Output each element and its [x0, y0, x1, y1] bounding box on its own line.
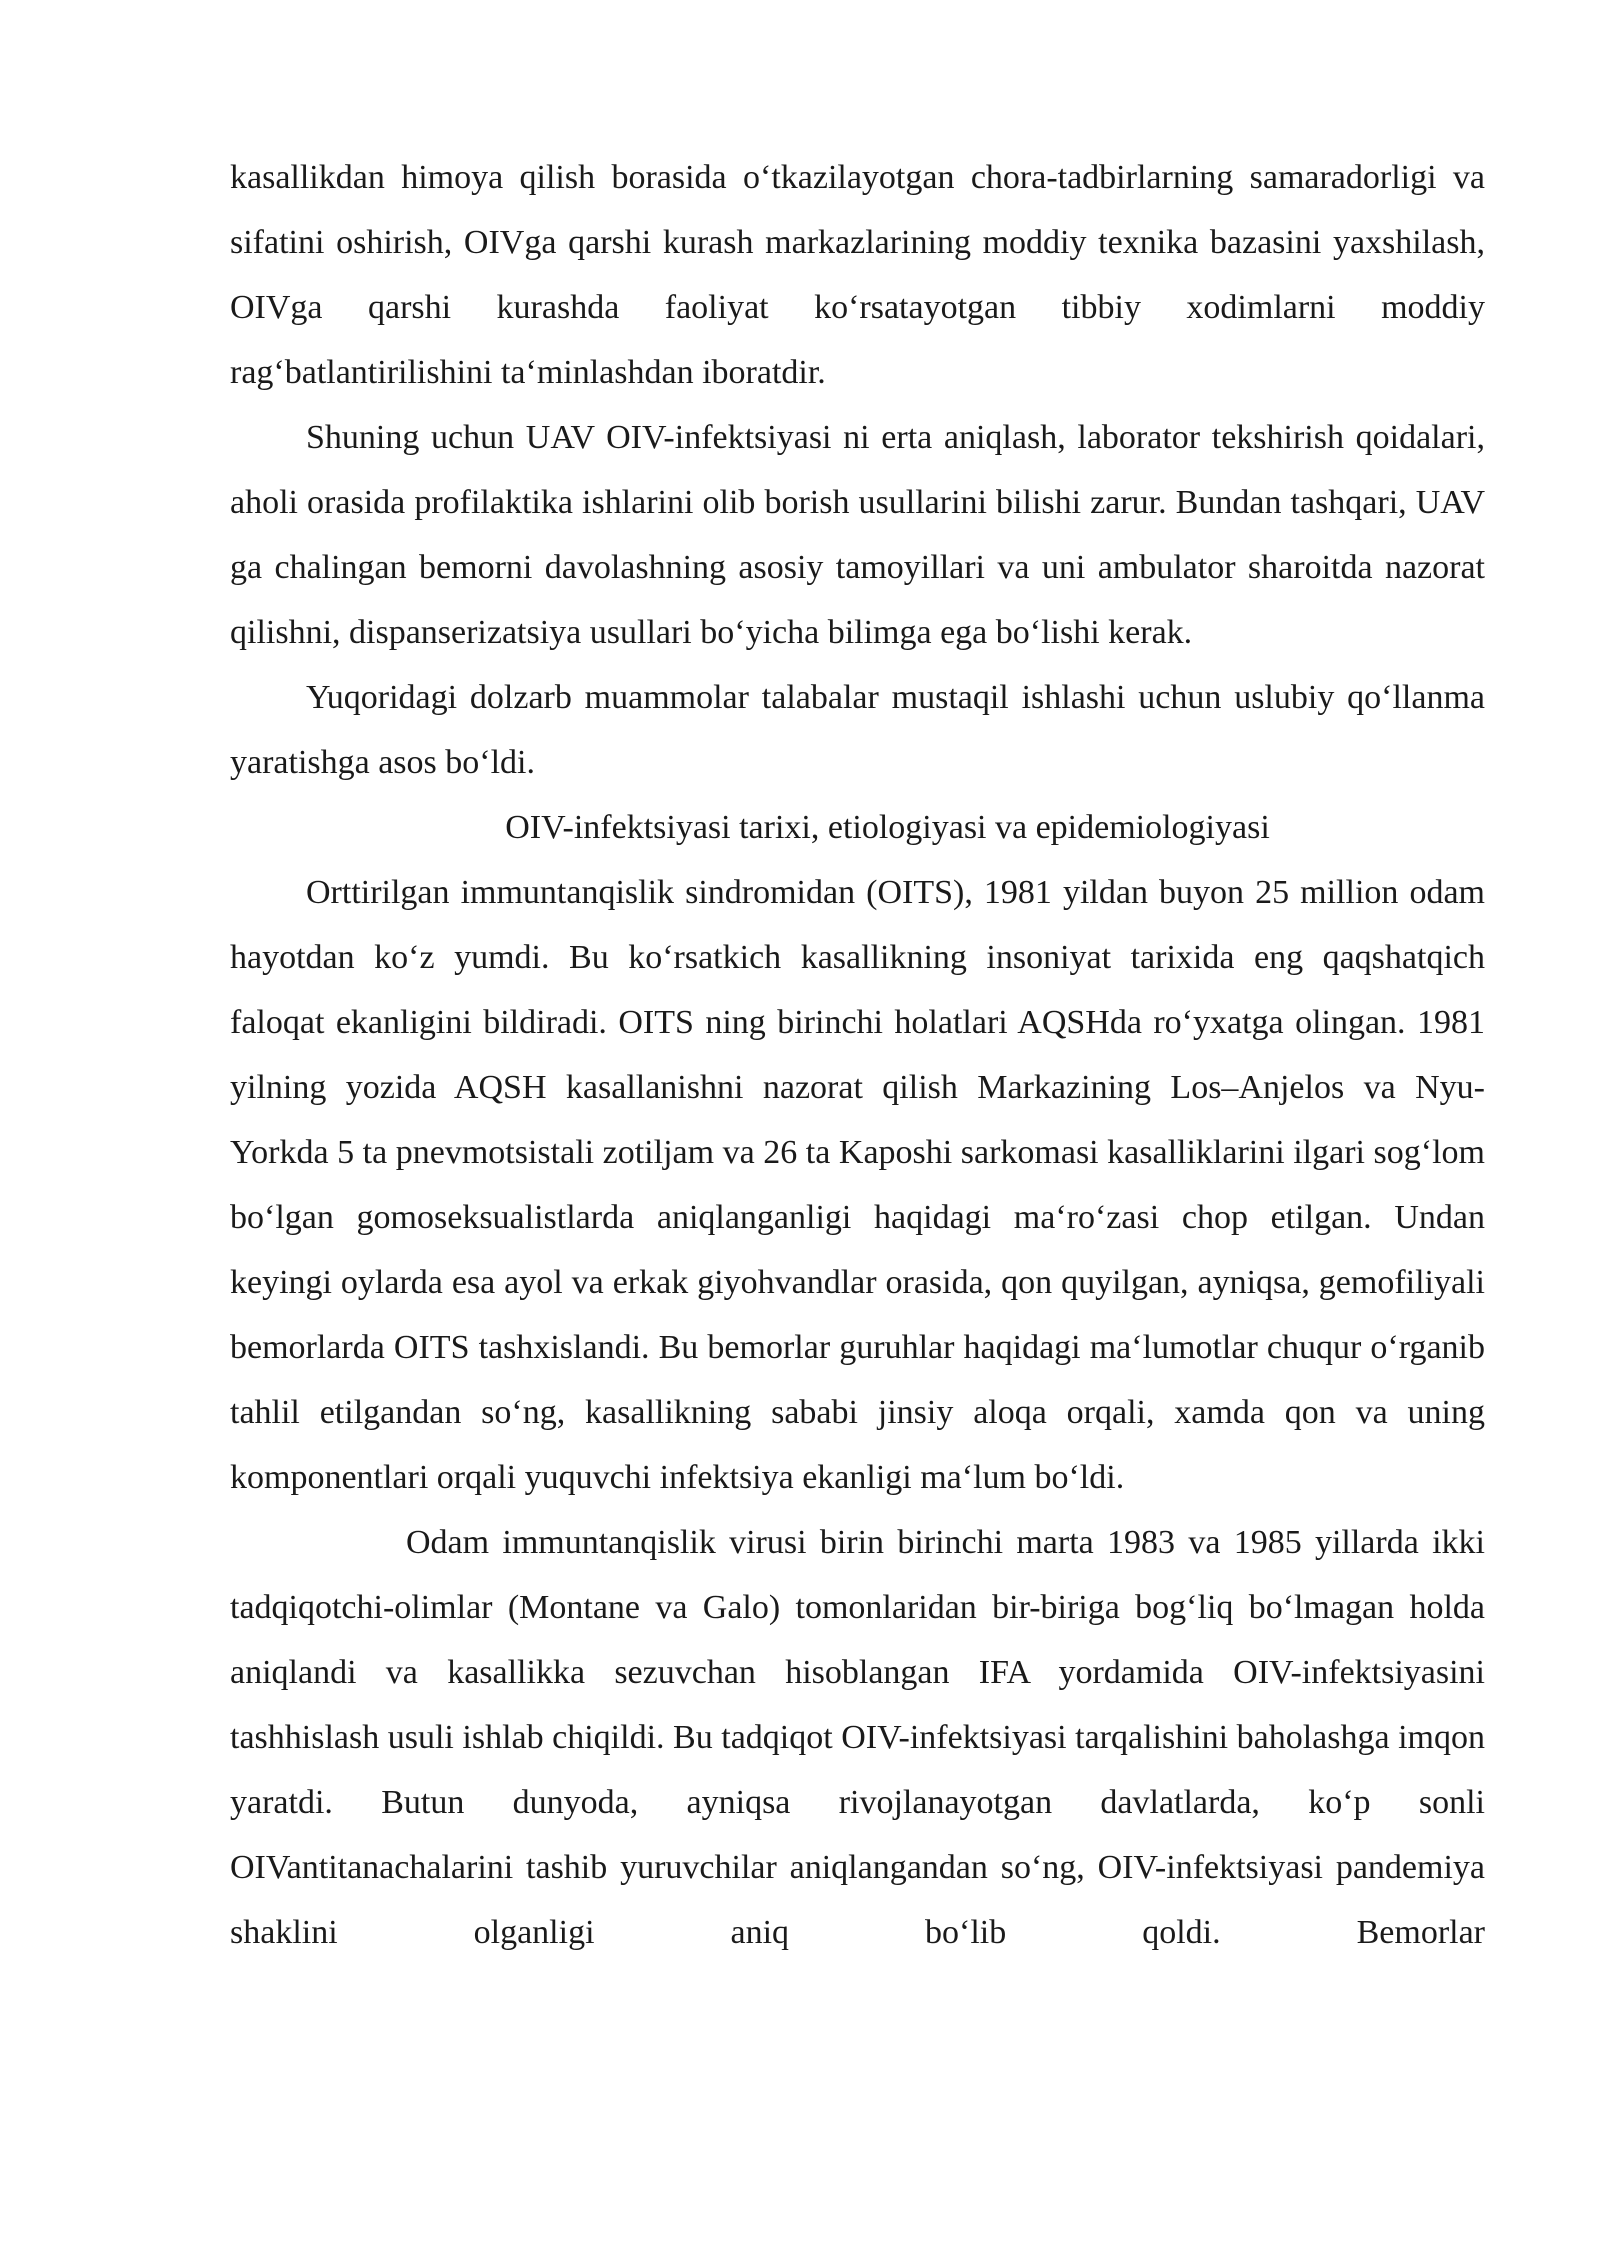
paragraph-goals: kasallikdan himoya qilish borasida o‘tkazilayotgan chora-tadbirlarning samaradorligi va sifatini oshirish, OIVga qarshi kurash markazlarining moddiy texnika bazasini yaxshilash, OIVga qarshi kurashda faoliyat ko‘rsatayotgan tibbiy xodimlarni moddiy rag‘batlantirilishini ta‘minlashdan iboratdir.	[230, 159, 1485, 391]
paragraph-relevance: Yuqoridagi dolzarb muammolar talabalar mustaqil ishlashi uchun uslubiy qo‘llanma yaratishga asos bo‘ldi.	[230, 679, 1485, 781]
paragraph-history: Orttirilgan immuntanqislik sindromidan (OITS), 1981 yildan buyon 25 million odam hayotdan ko‘z yumdi. Bu ko‘rsatkich kasallikning insoniyat tarixida eng qaqshatqich faloqat ekanligini bildiradi. OITS ning birinchi holatlari AQSHda ro‘yxatga olingan. 1981 yilning yozida AQSH kasallanishni nazorat qilish Markazining Los–Anjelos va Nyu- Yorkda 5 ta pnevmotsistali zotiljam va 26 ta Kaposhi sarkomasi kasalliklarini ilgari sog‘lom bo‘lgan gomoseksualistlarda aniqlanganligi haqidagi ma‘ro‘zasi chop etilgan. Undan keyingi oylarda esa ayol va erkak giyohvandlar orasida, qon quyilgan, ayniqsa, gemofiliyali bemorlarda OITS tashxislandi. Bu bemorlar guruhlar haqidagi ma‘lumotlar chuqur o‘rganib tahlil etilgandan so‘ng, kasallikning sababi jinsiy aloqa orqali, xamda qon va uning komponentlari orqali yuquvchi infektsiya ekanligi ma‘lum bo‘ldi.	[230, 874, 1485, 1496]
paragraph-uav-knowledge: Shuning uchun UAV OIV-infektsiyasi ni erta aniqlash, laborator tekshirish qoidalari, aholi orasida profilaktika ishlarini olib borish usullarini bilishi zarur. Bundan tashqari, UAV ga chalingan bemorni davolashning asosiy tamoyillari va uni ambulator sharoitda nazorat qilishni, dispanserizatsiya usullari bo‘yicha bilimga ega bo‘lishi kerak.	[230, 419, 1485, 651]
document-page	[230, 145, 1485, 1965]
paragraph-virus-discovery: Odam immuntanqislik virusi birin birinchi marta 1983 va 1985 yillarda ikki tadqiqotchi-olimlar (Montane va Galo) tomonlaridan bir-biriga bog‘liq bo‘lmagan holda aniqlandi va kasallikka sezuvchan hisoblangan IFA yordamida OIV-infektsiyasini tashhislash usuli ishlab chiqildi. Bu tadqiqot OIV-infektsiyasi tarqalishini baholashga imqon yaratdi. Butun dunyoda, ayniqsa rivojlanayotgan davlatlarda, ko‘p sonli OIVantitanachalarini tashib yuruvchilar aniqlangandan so‘ng, OIV-infektsiyasi pandemiya shaklini olganligi aniq bo‘lib qoldi. Bemorlar	[230, 1524, 1485, 1951]
section-heading: OIV-infektsiyasi tarixi, etiologiyasi va epidemiologiyasi	[505, 809, 1270, 846]
